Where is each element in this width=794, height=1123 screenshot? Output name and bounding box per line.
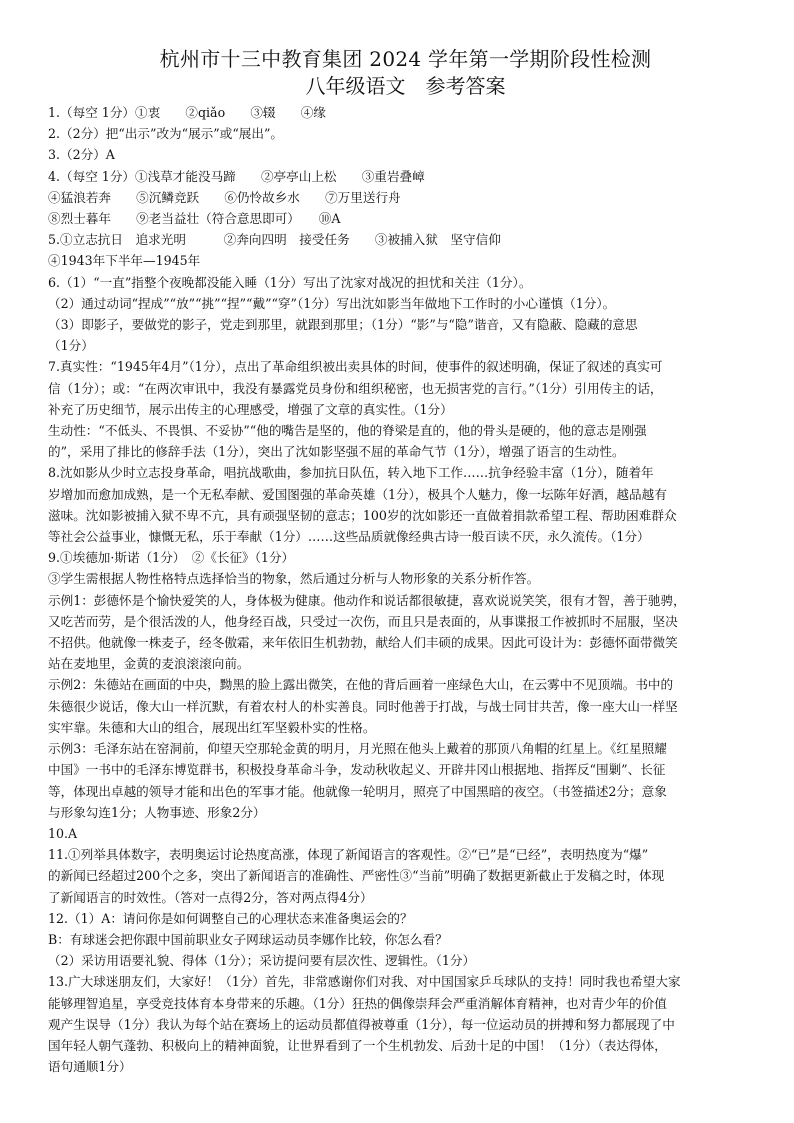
answer-line: 2.（2分）把“出示”改为“展示”或“展出”。 (48, 126, 283, 142)
answer-line: 13.广大球迷朋友们，大家好！（1分）首先，非常感谢你们对我、对中国国家乒乓球队的支持！同时我也希望大家 (48, 974, 681, 990)
answer-line: 观产生误导（1分）我认为每个站在赛场上的运动员都值得被尊重（1分），每一位运动员的拼搏和努力都展现了中 (48, 1016, 675, 1032)
page-subtitle: 八年级语文 参考答案 (305, 74, 506, 98)
answer-line: 站在麦地里，金黄的麦浪滚滚向前。 (48, 656, 250, 672)
answer-line: 的新闻已经超过200个之多，突出了新闻语言的准确性、严密性③“当前”明确了数据更新截止于发稿之时，体现 (48, 868, 665, 884)
answer-line: 8.沈如影从少时立志投身革命，唱抗战歌曲，参加抗日队伍，转入地下工作……抗争经验丰富（1分），随着年 (48, 465, 654, 481)
answer-sheet (48, 46, 763, 1077)
answer-line: 10.A (48, 825, 78, 841)
answer-line: 语句通顺1分） (48, 1059, 132, 1075)
answer-line: 补充了历史细节，展示出传主的心理感受，增强了文章的真实性。（1分） (48, 401, 453, 417)
answer-line: 生动性：“不低头、不畏惧、不妥协”“他的嘴告是坚的，他的脊梁是直的，他的骨头是硬的，他的意志是刚强 (48, 423, 647, 439)
answer-line: 示例3：毛泽东站在窑洞前，仰望天空那轮金黄的明月，月光照在他头上戴着的那顶八角帽的红星上。《红星照耀 (48, 741, 667, 757)
page-title: 杭州市十三中教育集团 2024 学年第一学期阶段性检测 (159, 47, 652, 71)
answer-line: 3.（2分）A (48, 147, 115, 163)
answer-line: ④猛浪若奔 ⑤沉鳞竞跃 ⑥仍怜故乡水 ⑦万里送行舟 (48, 189, 401, 205)
answer-line: 12.（1）A：请问你是如何调整自己的心理状态来准备奥运会的？ (48, 910, 413, 926)
answer-line: （3）即影子，要做党的影子，党走到那里，就跟到那里；（1分）“影”与“隐”谐音，又有隐蔽、隐藏的意思 (48, 317, 638, 333)
answer-line: 岁增加而愈加成熟，是一个无私奉献、爱国图强的革命英雄（1分），极具个人魅力，像一坛陈年好酒，越品越有 (48, 486, 667, 502)
answer-line: （1分） (48, 338, 94, 354)
answer-line: 5.①立志抗日 追求光明 ②奔向四明 接受任务 ③被捕入狱 坚守信仰 (48, 232, 501, 248)
answer-line: 滋味。沈如影被捕入狱不卑不亢，具有顽强坚韧的意志；100岁的沈如影还一直做着捐款希望工程、帮助困难群众 (48, 507, 677, 523)
answer-line: 国年轻人朝气蓬勃、积极向上的精神面貌，让世界看到了一个生机勃发、后劲十足的中国！（1分）（表达得体， (48, 1037, 667, 1053)
answer-line: 信（1分）；或：“在两次审讯中，我没有暴露党员身份和组织秘密，也无损害党的言行。”（1分）引用传主的话， (48, 380, 663, 396)
answer-line: 朱德很少说话，像大山一样沉默，有着农村人的朴实善良。同时他善于打战，与战士同甘共苦，像一座大山一样坚 (48, 698, 678, 714)
answer-line: 了新闻语言的时效性。（答对一点得2分，答对两点得4分） (48, 889, 373, 905)
answer-line: 7.真实性：“1945年4月”（1分），点出了革命组织被出卖具体的时间，使事件的叙述明确，保证了叙述的真实可 (48, 359, 663, 375)
answer-line: 的”，采用了排比的修辞手法（1分），突出了沈如影坚强不屈的革命气节（1分），增强了语言的生动性。 (48, 444, 625, 460)
answer-line: 示例2：朱德站在画面的中央，黝黑的脸上露出微笑，在他的背后画着一座绿色大山，在云雾中不见顶端。书中的 (48, 677, 674, 693)
answer-line: 与形象勾连1分；人物事迹、形象2分） (48, 804, 266, 820)
answer-line: 又吃苦而劳，是个很活泼的人，他身经百战，只受过一次伤，而且只是表面的，从事谍报工作被抓时不屈服，坚决 (48, 613, 678, 629)
answer-line: 不招供。他就像一株麦子，经冬傲霜，来年依旧生机勃勃，献给人们丰硕的成果。因此可设计为：彭德怀面带微笑 (48, 635, 678, 651)
answer-line: 能够理智追星，享受竞技体育本身带来的乐趣。（1分）狂热的偶像崇拜会严重消解体育精神，也对青少年的价值 (48, 995, 667, 1011)
answer-line: 实牢靠。朱德和大山的组合，展现出红军坚毅朴实的性格。 (48, 719, 376, 735)
answer-line: 示例1：彭德怀是个愉快爱笑的人，身体极为健康。他动作和说话都很敏捷，喜欢说说笑笑，很有才智，善于驰骋， (48, 592, 686, 608)
answer-line: ③学生需根据人物性格特点选择恰当的物象，然后通过分析与人物形象的关系分析作答。 (48, 571, 540, 587)
answer-line: 等社会公益事业，慷慨无私，乐于奉献（1分）……这些品质就像经典古诗一般百读不厌，永久流传。（1分） (48, 529, 650, 545)
answer-line: ⑧烈士暮年 ⑨老当益壮（符合意思即可） ⑩A (48, 211, 341, 227)
answer-line: （2）采访用语要礼貌、得体（1分）；采访提问要有层次性、逻辑性。（1分） (48, 953, 476, 969)
answer-line: B：有球迷会把你跟中国前职业女子网球运动员李娜作比较，你怎么看？ (48, 931, 448, 947)
answer-line: ④1943年下半年—1945年 (48, 253, 201, 269)
answer-line: 1.（每空 1分）①衷 ②qiǎo ③辍 ④缘 (48, 105, 326, 120)
answer-line: 9.①埃德加·斯诺（1分） ②《长征》（1分） (48, 550, 295, 566)
answer-line: 11.①列举具体数字，表明奥运讨论热度高涨，体现了新闻语言的客观性。②“已”是“已经”，表明热度为“爆” (48, 847, 649, 863)
answer-line: 6.（1）“一直”指整个夜晚都没能入睡（1分）写出了沈家对战况的担忧和关注（1分）。 (48, 274, 532, 290)
answer-line: （2）通过动词“捏成”“放”“挑”“捏”“戴”“穿”（1分）写出沈如影当年做地下工作时的小心谨慎（1分）。 (48, 295, 616, 311)
answer-line: 等，体现出卓越的领导才能和出色的军事才能。他就像一轮明月，照亮了中国黑暗的夜空。（书签描述2分；意象 (48, 783, 667, 799)
answer-content (48, 102, 763, 1077)
answer-line: 4.（每空 1分）①浅草才能没马蹄 ②亭亭山上松 ③重岩叠嶂 (48, 168, 425, 184)
answer-line: 中国》一书中的毛泽东博览群书，积极投身革命斗争，发动秋收起义、开辟井冈山根据地、指挥反“围剿”、长征 (48, 762, 666, 778)
